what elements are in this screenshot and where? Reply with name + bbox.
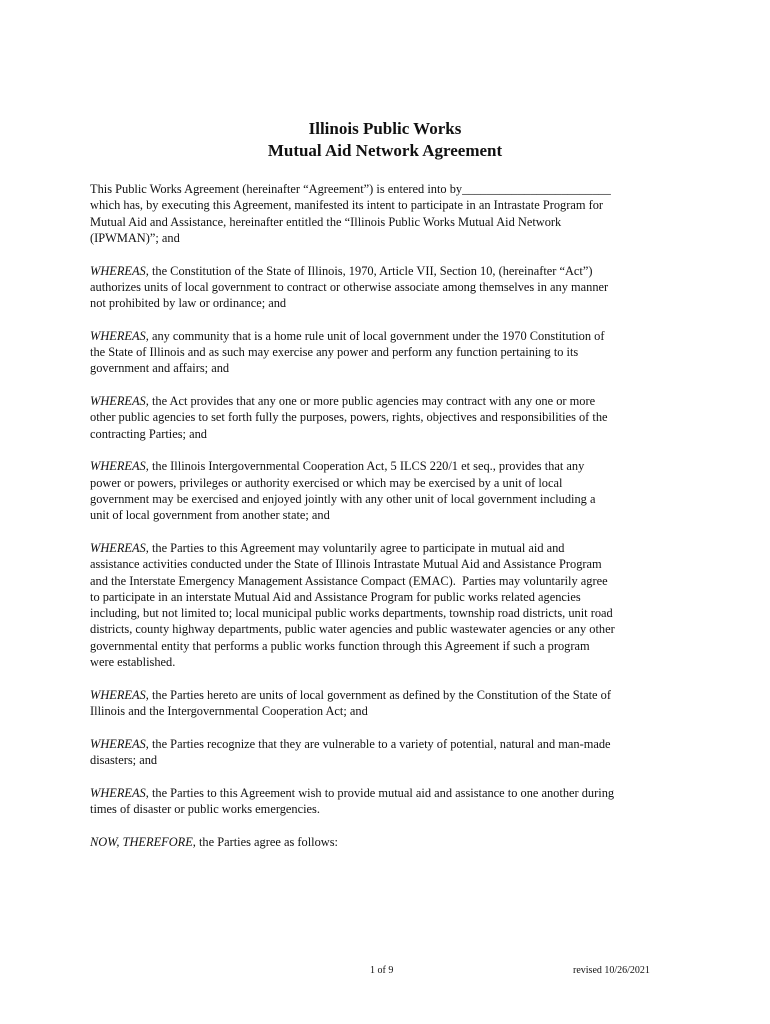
paragraph-text: , the Parties recognize that they are vulnerable to a variety of potential, natural and man-made: [145, 736, 611, 751]
paragraph-text: were established.: [90, 655, 176, 670]
paragraph-line: [90, 426, 682, 442]
paragraph-lead: WHEREAS,: [90, 459, 149, 474]
paragraph-text: authorizes units of local government to contract or otherwise associate among themselves in any manner: [90, 279, 609, 294]
paragraph-line: [90, 328, 682, 344]
paragraph: [90, 785, 682, 818]
paragraph-line: [90, 834, 682, 850]
paragraph-text: This Public Works Agreement (hereinafter “Agreement”) is entered into by________________________: [90, 182, 611, 196]
paragraph-line: [90, 295, 682, 311]
paragraph-line: [90, 458, 682, 474]
document-title-line-2: Mutual Aid Network Agreement: [267, 141, 503, 160]
document-title-line-1: Illinois Public Works: [308, 119, 462, 138]
paragraph-line: [90, 736, 682, 752]
paragraph-line: [90, 197, 682, 213]
paragraph-text: any community that is a home rule unit of local government under the 1970 Constitution of: [148, 328, 605, 343]
paragraph-line: [90, 214, 682, 230]
paragraph-text: government and affairs; and: [90, 361, 230, 376]
page-number: 1 of 9: [370, 965, 394, 976]
paragraph-line: [90, 573, 682, 589]
paragraph-line: [90, 801, 682, 817]
paragraph-text: , the Parties to this Agreement wish to provide mutual aid and assistance to one another during: [145, 785, 615, 800]
paragraph-text: the State of Illinois and as such may exercise any power and perform any function pertaining to its: [90, 345, 579, 360]
paragraph-text: governmental entity that performs a public works function through this Agreement if such a program: [90, 638, 590, 653]
paragraph-line: [90, 703, 682, 719]
paragraph: [90, 540, 682, 670]
paragraph-line: [90, 507, 682, 523]
paragraph-lead: WHEREAS,: [90, 263, 149, 278]
paragraph-text: the Act provides that any one or more public agencies may contract with any one or more: [148, 394, 596, 409]
paragraph-text: times of disaster or public works emergencies.: [90, 802, 320, 817]
paragraph-line: [90, 181, 682, 197]
paragraph: [90, 393, 682, 442]
paragraph: [90, 181, 682, 246]
paragraph: [90, 834, 682, 850]
paragraph-text: which has, by executing this Agreement, manifested its intent to participate in an Intrastate Program for: [90, 198, 604, 213]
paragraph-line: [90, 654, 682, 670]
paragraph-text: Mutual Aid and Assistance, hereinafter entitled the “Illinois Public Works Mutual Aid Network: [90, 214, 562, 229]
paragraph-text: assistance activities conducted under the State of Illinois Intrastate Mutual Aid and Assistance Program: [90, 557, 602, 572]
paragraph: [90, 736, 682, 769]
paragraph-text: districts, county highway departments, public water agencies and public wastewater agencies or any other: [90, 622, 615, 637]
paragraph-line: [90, 475, 682, 491]
paragraph-text: the Illinois Intergovernmental Cooperation Act, 5 ILCS 220/1 et seq., provides that any: [148, 459, 585, 474]
paragraph-line: [90, 491, 682, 507]
paragraph-text: government may be exercised and enjoyed jointly with any other unit of local government including a: [90, 492, 596, 507]
paragraph-line: [90, 409, 682, 425]
paragraph-text: other public agencies to set forth fully the purposes, powers, rights, objectives and responsibilities of the: [90, 410, 608, 425]
document-body: [90, 181, 682, 866]
paragraph-text: disasters; and: [90, 753, 158, 768]
paragraph-text: unit of local government from another state; and: [90, 508, 330, 523]
paragraph-lead: WHEREAS: [90, 785, 146, 800]
paragraph-text: , the Parties hereto are units of local government as defined by the Constitution of the State of: [145, 687, 611, 702]
paragraph-text: the Parties to this Agreement may voluntarily agree to participate in mutual aid and: [148, 541, 565, 555]
paragraph-line: [90, 687, 682, 703]
paragraph-text: (IPWMAN)”; and: [90, 230, 180, 245]
paragraph-lead: NOW, THEREFORE: [90, 834, 193, 849]
paragraph: [90, 687, 682, 720]
paragraph-line: [90, 230, 682, 246]
paragraph-lead: WHEREAS,: [90, 328, 149, 343]
paragraph-lead: WHEREAS: [90, 736, 146, 751]
paragraph-line: [90, 344, 682, 360]
paragraph-lead: WHEREAS,: [90, 394, 149, 409]
paragraph-line: [90, 393, 682, 409]
paragraph-line: [90, 621, 682, 637]
paragraph: [90, 328, 682, 377]
paragraph-line: [90, 540, 682, 556]
paragraph-lead: WHEREAS,: [90, 541, 149, 555]
revision-date: revised 10/26/2021: [573, 965, 650, 976]
paragraph-text: not prohibited by law or ordinance; and: [90, 296, 287, 311]
paragraph: [90, 458, 682, 523]
paragraph-line: [90, 263, 682, 279]
paragraph-line: [90, 360, 682, 376]
paragraph-text: including, but not limited to; local municipal public works departments, township road districts, unit road: [90, 606, 613, 621]
paragraph-text: the Constitution of the State of Illinois, 1970, Article VII, Section 10, (hereinafter “Act”): [148, 263, 593, 278]
paragraph-text: and the Interstate Emergency Management Assistance Compact (EMAC). Parties may voluntarily agree: [90, 573, 608, 588]
paragraph-line: [90, 279, 682, 295]
paragraph-line: [90, 638, 682, 654]
paragraph-line: [90, 589, 682, 605]
paragraph-line: [90, 785, 682, 801]
paragraph-text: power or powers, privileges or authority exercised or which may be exercised by a unit of local: [90, 475, 563, 490]
paragraph-line: [90, 752, 682, 768]
paragraph: [90, 263, 682, 312]
paragraph-lead: WHEREAS: [90, 687, 146, 702]
paragraph-text: , the Parties agree as follows:: [192, 834, 338, 849]
paragraph-text: Illinois and the Intergovernmental Cooperation Act; and: [90, 704, 368, 719]
paragraph-text: contracting Parties; and: [90, 426, 207, 441]
paragraph-line: [90, 556, 682, 572]
paragraph-line: [90, 605, 682, 621]
paragraph-text: to participate in an interstate Mutual Aid and Assistance Program for public works related agencies: [90, 589, 581, 604]
